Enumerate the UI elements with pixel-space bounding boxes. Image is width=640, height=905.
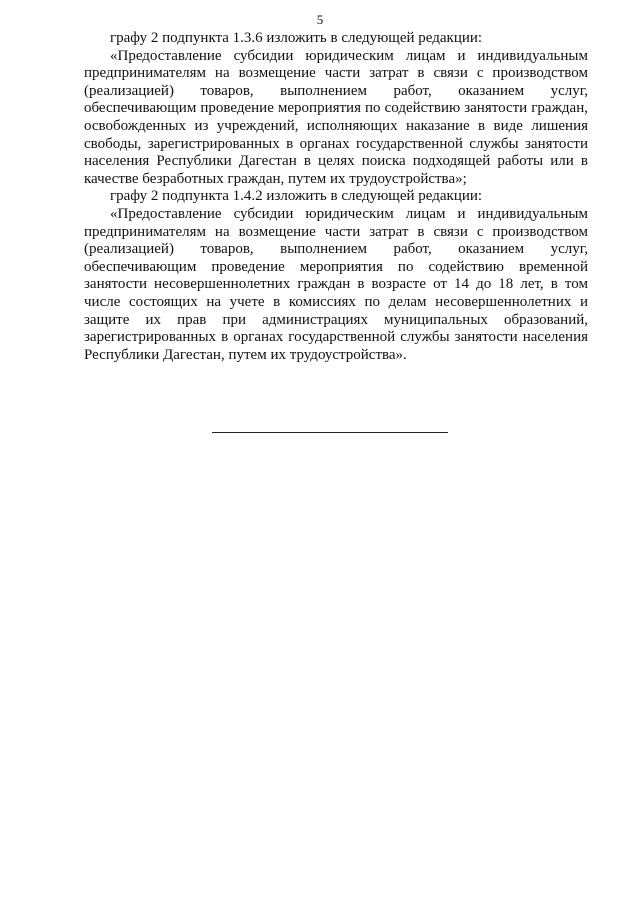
end-divider-line	[212, 432, 448, 433]
paragraph-instruction-1-4-2: графу 2 подпункта 1.4.2 изложить в следующей редакции:	[110, 188, 483, 205]
document-body	[84, 30, 588, 364]
paragraph-quote-1-4-2: «Предоставление субсидии юридическим лицам и индивидуальным предпринимателям на возмещение части затрат в связи с производством (реализацией) товаров, выполнением работ, оказанием услуг, обеспечивающим проведение мероприятия по содействию временной занятости несовершеннолетних граждан в возрасте от 14 до 18 лет, в том числе состоящих на учете в комиссиях по делам несовершеннолетних и защите их прав при администрациях муниципальных образований, зарегистрированных в органах государственной службы занятости населения Республики Дагестан, путем их трудоустройства».	[84, 205, 588, 363]
page-number: 5	[316, 12, 324, 27]
paragraph-instruction-1-3-6: графу 2 подпункта 1.3.6 изложить в следующей редакции:	[110, 30, 483, 46]
paragraph-quote-1-3-6: «Предоставление субсидии юридическим лицам и индивидуальным предпринимателям на возмещение части затрат в связи с производством (реализацией) товаров, выполнением работ, оказанием услуг, обеспечивающим проведение мероприятия по содействию занятости граждан, освобожденных из учреждений, исполняющих наказание в виде лишения свободы, зарегистрированных в органах государственной службы занятости населения Республики Дагестан в целях поиска подходящей работы или в качестве безработных граждан, путем их трудоустройства»;	[84, 47, 588, 187]
